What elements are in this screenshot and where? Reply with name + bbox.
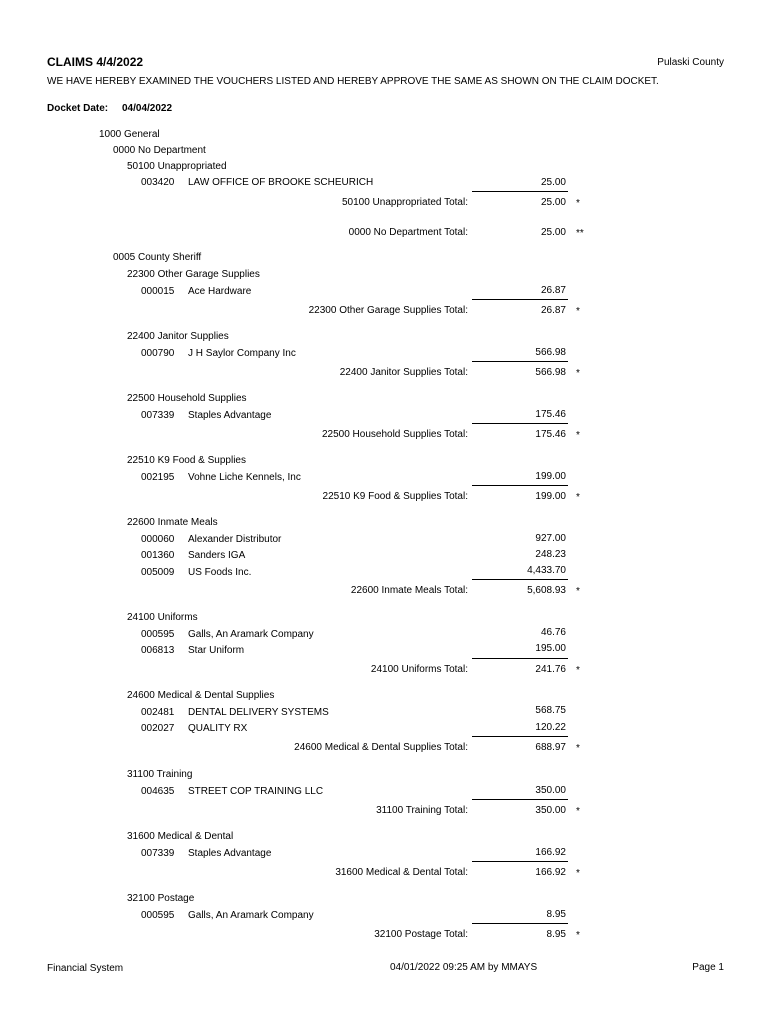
page-title: CLAIMS 4/4/2022: [47, 55, 144, 69]
vendor-code: 007339: [141, 410, 175, 421]
vendor-name: LAW OFFICE OF BROOKE SCHEURICH: [188, 177, 374, 188]
vendor-name: Alexander Distributor: [188, 534, 282, 545]
vendor-name: Galls, An Aramark Company: [188, 910, 314, 921]
line-amount: 175.46: [535, 409, 566, 420]
approval-statement: WE HAVE HEREBY EXAMINED THE VOUCHERS LISTED AND HEREBY APPROVE THE SAME AS SHOWN ON THE CLAIM DOCKET.: [47, 76, 659, 87]
line-amount: 350.00: [535, 785, 566, 796]
account-total: 566.98: [535, 367, 566, 378]
account-name: 50100 Unappropriated: [127, 161, 227, 172]
line-amount: 927.00: [535, 533, 566, 544]
account-name: 22500 Household Supplies: [127, 393, 247, 404]
vendor-name: Ace Hardware: [188, 286, 252, 297]
vendor-code: 006813: [141, 645, 175, 656]
county-name: Pulaski County: [657, 57, 724, 68]
total-marker: *: [576, 930, 580, 941]
vendor-name: Vohne Liche Kennels, Inc: [188, 472, 301, 483]
vendor-name: STREET COP TRAINING LLC: [188, 786, 324, 797]
account-total-label: 24100 Uniforms Total:: [370, 664, 468, 675]
subtotal-rule: [472, 299, 568, 300]
vendor-name: Sanders IGA: [188, 550, 246, 561]
vendor-code: 002195: [141, 472, 175, 483]
vendor-name: Staples Advantage: [188, 848, 272, 859]
total-marker: *: [576, 430, 580, 441]
line-amount: 46.76: [540, 627, 566, 638]
total-marker: *: [576, 306, 580, 317]
line-amount: 8.95: [546, 909, 566, 920]
account-name: 22600 Inmate Meals: [127, 517, 218, 528]
account-total-label: 22500 Household Supplies Total:: [321, 429, 468, 440]
account-total-label: 22300 Other Garage Supplies Total:: [308, 305, 468, 316]
footer-system-name: Financial System: [47, 963, 124, 974]
vendor-code: 000790: [141, 348, 175, 359]
line-amount: 120.22: [535, 722, 566, 733]
account-total-label: 22510 K9 Food & Supplies Total:: [322, 491, 468, 502]
account-name: 32100 Postage: [127, 893, 195, 904]
docket-date-label: Docket Date:: [47, 103, 109, 114]
account-total-label: 50100 Unappropriated Total:: [341, 197, 468, 208]
total-marker: *: [576, 806, 580, 817]
total-marker: *: [576, 198, 580, 209]
vendor-code: 003420: [141, 177, 175, 188]
account-total: 8.95: [546, 929, 566, 940]
subtotal-rule: [472, 191, 568, 192]
total-marker: *: [576, 868, 580, 879]
account-total: 166.92: [535, 867, 566, 878]
department-total-marker: **: [576, 228, 584, 239]
account-total: 199.00: [535, 491, 566, 502]
department-total: 25.00: [540, 227, 566, 238]
line-amount: 566.98: [535, 347, 566, 358]
account-name: 31100 Training: [127, 769, 193, 780]
account-total: 241.76: [535, 664, 566, 675]
vendor-code: 000015: [141, 286, 175, 297]
total-marker: *: [576, 743, 580, 754]
account-total-label: 31100 Training Total:: [376, 805, 468, 816]
vendor-code: 004635: [141, 786, 175, 797]
subtotal-rule: [472, 423, 568, 424]
vendor-name: DENTAL DELIVERY SYSTEMS: [188, 707, 329, 718]
total-marker: *: [576, 586, 580, 597]
account-name: 24100 Uniforms: [127, 612, 198, 623]
account-total: 25.00: [540, 197, 566, 208]
line-amount: 4,433.70: [527, 565, 566, 576]
line-amount: 26.87: [540, 285, 566, 296]
account-total-label: 31600 Medical & Dental Total:: [335, 867, 468, 878]
account-total: 350.00: [535, 805, 566, 816]
subtotal-rule: [472, 861, 568, 862]
vendor-name: Galls, An Aramark Company: [188, 629, 314, 640]
docket-date-value: 04/04/2022: [122, 103, 173, 114]
subtotal-rule: [472, 799, 568, 800]
line-amount: 25.00: [540, 177, 566, 188]
account-name: 22300 Other Garage Supplies: [127, 269, 260, 280]
vendor-code: 000060: [141, 534, 175, 545]
subtotal-rule: [472, 579, 568, 580]
line-amount: 195.00: [535, 643, 566, 654]
vendor-name: Staples Advantage: [188, 410, 272, 421]
vendor-code: 002027: [141, 723, 175, 734]
department-name: 0000 No Department: [113, 145, 206, 156]
account-name: 24600 Medical & Dental Supplies: [127, 690, 275, 701]
vendor-code: 002481: [141, 707, 175, 718]
page-number: Page 1: [692, 962, 724, 973]
account-name: 22510 K9 Food & Supplies: [127, 455, 246, 466]
vendor-name: J H Saylor Company Inc: [188, 348, 296, 359]
account-total-label: 22400 Janitor Supplies Total:: [339, 367, 468, 378]
vendor-code: 000595: [141, 910, 175, 921]
total-marker: *: [576, 368, 580, 379]
account-total-label: 32100 Postage Total:: [374, 929, 468, 940]
account-total: 175.46: [535, 429, 566, 440]
vendor-code: 005009: [141, 567, 175, 578]
account-total-label: 22600 Inmate Meals Total:: [350, 585, 468, 596]
vendor-name: QUALITY RX: [188, 723, 248, 734]
vendor-code: 001360: [141, 550, 175, 561]
account-total: 26.87: [540, 305, 566, 316]
vendor-name: US Foods Inc.: [188, 567, 252, 578]
vendor-name: Star Uniform: [188, 645, 245, 656]
line-amount: 199.00: [535, 471, 566, 482]
account-total: 688.97: [535, 742, 566, 753]
account-name: 22400 Janitor Supplies: [127, 331, 229, 342]
account-total: 5,608.93: [527, 585, 566, 596]
line-amount: 568.75: [535, 705, 566, 716]
subtotal-rule: [472, 923, 568, 924]
total-marker: *: [576, 492, 580, 503]
subtotal-rule: [472, 361, 568, 362]
footer-timestamp: 04/01/2022 09:25 AM by MMAYS: [390, 962, 538, 973]
subtotal-rule: [472, 485, 568, 486]
department-total-label: 0000 No Department Total:: [348, 227, 468, 238]
subtotal-rule: [472, 736, 568, 737]
total-marker: *: [576, 665, 580, 676]
account-total-label: 24600 Medical & Dental Supplies Total:: [294, 742, 468, 753]
vendor-code: 000595: [141, 629, 175, 640]
fund-name: 1000 General: [99, 129, 160, 140]
line-amount: 248.23: [535, 549, 566, 560]
subtotal-rule: [472, 658, 568, 659]
department-name: 0005 County Sheriff: [113, 252, 202, 263]
line-amount: 166.92: [535, 847, 566, 858]
vendor-code: 007339: [141, 848, 175, 859]
account-name: 31600 Medical & Dental: [127, 831, 234, 842]
